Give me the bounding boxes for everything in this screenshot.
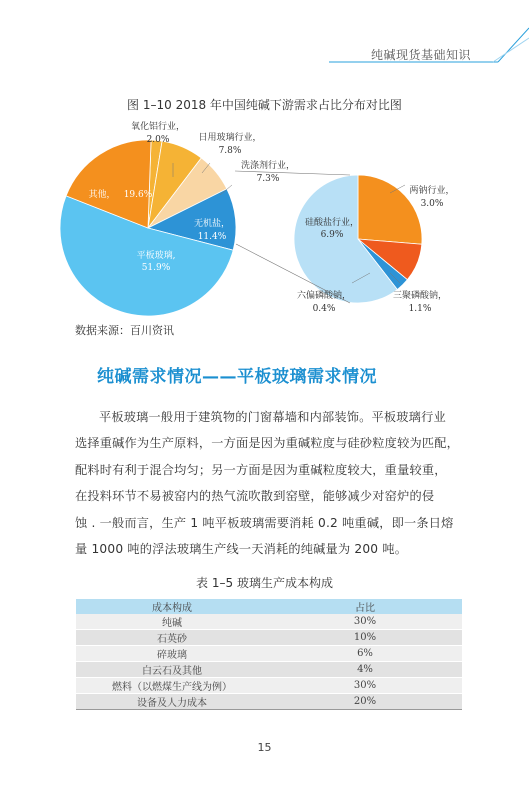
table-cell: 4% [268, 662, 462, 678]
table-row [76, 678, 462, 694]
header-decoration [0, 0, 529, 80]
table-row [76, 646, 462, 662]
table-cell: 30% [268, 614, 462, 630]
table-cell: 白云石及其他 [76, 662, 268, 678]
paragraph-line: 配料时有利于混合均匀；另一方面是因为重碱粒度较大，重量较重， [75, 462, 447, 477]
label-value: 7.8% [218, 146, 242, 156]
section-title: 纯碱需求情况——平板玻璃需求情况 [97, 367, 377, 387]
table-header-row [76, 599, 462, 614]
figure-caption: 图 1–10 2018 年中国纯碱下游需求占比分布对比图 [127, 98, 402, 112]
label-value: 19.6% [123, 190, 153, 200]
page-number: 15 [257, 741, 272, 754]
label-name: 硅酸盐行业， [304, 218, 360, 228]
body-paragraph [75, 404, 473, 562]
paragraph-line: 蚀 . 一般而言，生产 1 吨平板玻璃需要消耗 0.2 吨重碱，即一条日熔 [75, 515, 454, 530]
table-row [76, 662, 462, 678]
table-cell: 石英砂 [76, 630, 268, 646]
label-name: 洗涤剂行业， [240, 161, 296, 171]
table-cell: 纯碱 [76, 614, 268, 630]
label-name: 氧化铝行业， [130, 122, 186, 132]
table-cell: 10% [268, 630, 462, 646]
label-value: 6.9% [320, 230, 344, 240]
label-value: 3.0% [420, 199, 444, 209]
label-value: 0.4% [312, 304, 336, 314]
table-cell: 碎玻璃 [76, 646, 268, 662]
table-cell: 设备及人力成本 [76, 694, 268, 710]
label-value: 7.3% [256, 174, 280, 184]
figure-source: 数据来源：百川资讯 [75, 324, 174, 337]
table-header-cell: 成本构成 [76, 599, 268, 614]
paragraph-line: 量 1000 吨的浮法玻璃生产线一天消耗的纯碱量为 200 吨。 [75, 542, 408, 557]
cost-table [76, 599, 462, 710]
label-name: 六偏磷酸钠， [296, 291, 352, 301]
table-row [76, 630, 462, 646]
label-name: 三聚磷酸钠， [392, 291, 448, 301]
pie-connector-top [235, 171, 350, 175]
label-value: 2.0% [146, 135, 170, 145]
table-title: 表 1–5 玻璃生产成本构成 [196, 576, 333, 590]
label-name: 两钠行业， [409, 186, 455, 196]
label-name: 无机盐， [193, 219, 231, 229]
label-name: 其他， [88, 190, 116, 200]
paragraph-line: 选择重碱作为生产原料，一方面是因为重碱粒度与硅砂粒度较为匹配， [75, 436, 460, 451]
label-name: 日用玻璃行业， [198, 133, 262, 143]
label-value: 1.1% [408, 304, 432, 314]
paragraph-line: 平板玻璃一般用于建筑物的门窗幕墙和内部装饰。平板玻璃行业 [99, 410, 446, 424]
running-header: 纯碱现货基础知识 [370, 48, 471, 62]
table-cell: 30% [268, 678, 462, 694]
pie-chart-figure [60, 115, 480, 320]
label-value: 11.4% [197, 232, 227, 242]
table-cell: 燃料（以燃煤生产线为例） [76, 678, 268, 694]
table-header-cell: 占比 [268, 599, 462, 614]
table-cell: 20% [268, 694, 462, 710]
table-row [76, 614, 462, 630]
paragraph-line: 在投料环节不易被窑内的热气流吹散到窑壁，能够减少对窑炉的侵 [75, 489, 435, 504]
label-value: 51.9% [141, 263, 171, 273]
table-row [76, 694, 462, 710]
label-name: 平板玻璃, [136, 251, 176, 261]
table-cell: 6% [268, 646, 462, 662]
